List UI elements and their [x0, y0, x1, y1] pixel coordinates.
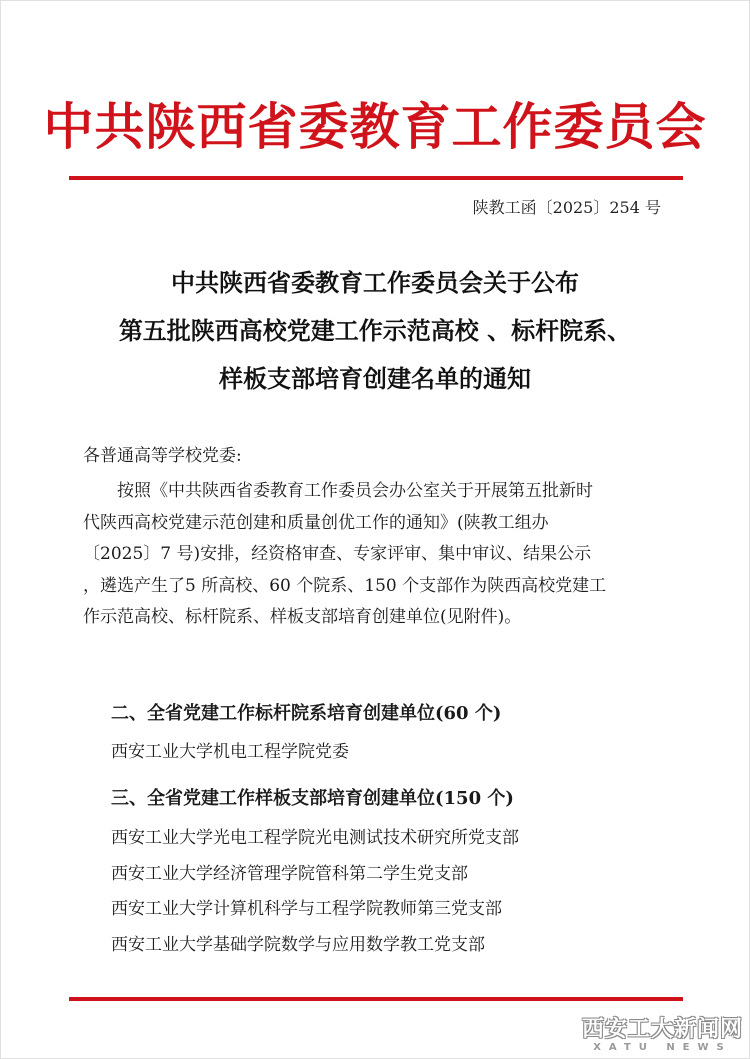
- news-site-watermark: [582, 1019, 743, 1053]
- salutation: 各普通高等学校党委:: [83, 446, 242, 466]
- title-line-1: 中共陕西省委教育工作委员会关于公布: [171, 268, 579, 297]
- footer-red-rule: [69, 997, 683, 1001]
- unit-list-item: 西安工业大学光电工程学院光电测试技术研究所党支部: [111, 828, 519, 848]
- paragraph-line: 作示范高校、标杆院系、样板支部培育创建单位(见附件)。: [83, 607, 522, 627]
- unit-list-item: 西安工业大学机电工程学院党委: [111, 742, 349, 762]
- unit-list-item: 西安工业大学基础学院数学与应用数学教工党支部: [111, 935, 485, 955]
- title-line-2: 第五批陕西高校党建工作示范高校 、标杆院系、: [118, 316, 632, 345]
- document-title: [1, 259, 749, 403]
- section-heading-model-branches: 三、全省党建工作样板支部培育创建单位(150 个): [111, 788, 514, 809]
- section-heading-benchmark-departments: 二、全省党建工作标杆院系培育创建单位(60 个): [111, 703, 502, 724]
- header-red-rule: [69, 176, 683, 180]
- paragraph-line: 按照《中共陕西省委教育工作委员会办公室关于开展第五批新时: [117, 481, 593, 501]
- body-paragraph: [83, 476, 673, 634]
- paragraph-line: ，遴选产生了5 所高校、60 个院系、150 个支部作为陕西高校党建工: [83, 575, 607, 596]
- unit-list-item: 西安工业大学计算机科学与工程学院教师第三党支部: [111, 899, 502, 919]
- watermark-english: XATU NEWS: [593, 1042, 732, 1053]
- document-number: 陕教工函〔2025〕254 号: [472, 198, 661, 217]
- paragraph-line: 代陕西高校党建示范创建和质量创优工作的通知》(陕教工组办: [83, 512, 549, 533]
- issuing-organization-header: 中共陕西省委教育工作委员会: [43, 97, 707, 156]
- paragraph-line: 〔2025〕7 号)安排，经资格审查、专家评审、集中审议、结果公示: [83, 544, 592, 564]
- title-line-3: 样板支部培育创建名单的通知: [219, 364, 531, 393]
- unit-list-item: 西安工业大学经济管理学院管科第二学生党支部: [111, 864, 468, 884]
- watermark-chinese: 西安工大新闻网: [581, 1017, 743, 1042]
